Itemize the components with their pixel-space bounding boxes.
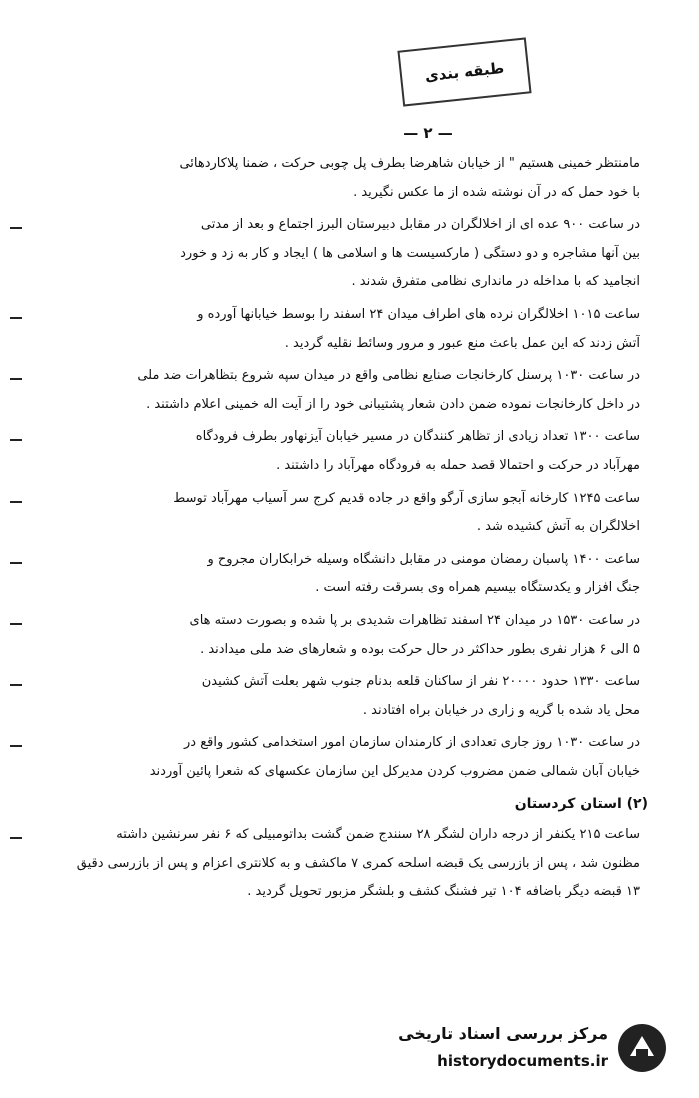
text-line: در ساعت ۱۵۳۰ در میدان ۲۴ اسفند تظاهرات شدیدی بر پا شده و بصورت دسته های <box>189 612 640 628</box>
text-line: ساعت ۲۱۵ یکنفر از درجه داران لشگر ۲۸ سنندج ضمن گشت بداتومبیلی که ۶ نفر سرنشین داشته <box>116 827 640 843</box>
text-line: ساعت ۱۳۰۰ تعداد زیادی از تظاهر کنندگان در مسیر خیابان آیزنهاور بطرف فرودگاه <box>195 429 640 445</box>
paragraph-7 <box>48 546 648 603</box>
paragraph-8 <box>48 607 648 664</box>
text-line: ساعت ۱۲۴۵ کارخانه آبجو سازی آرگو واقع در جاده قدیم کرج سر آسیاب مهرآباد توسط <box>173 490 640 506</box>
text-line: در داخل کارخانجات نموده ضمن دادن شعار پشتیبانی خود را از آیت اله خمینی اعلام داشتند . <box>146 396 640 412</box>
text-line: محل یاد شده با گریه و زاری در خیابان براه افتادند . <box>362 702 640 718</box>
text-line: در ساعت ۱۰۳۰ پرسنل کارخانجات صنایع نظامی واقع در میدان سپه شروع بتظاهرات ضد ملی <box>137 368 640 384</box>
text-line: مهرآباد در حرکت و احتمالا قصد حمله به فرودگاه مهرآباد را داشتند . <box>276 457 640 473</box>
text-line: خیابان آبان شمالی ضمن مضروب کردن مدیرکل این سازمان عکسهای که شعرا پائین آوردند <box>149 763 640 779</box>
text-line: در ساعت ۱۰۳۰ روز جاری تعدادی از کارمندان سازمان امور استخدامی کشور واقع در <box>184 735 640 751</box>
text-line: ساعت ۱۰۱۵ اخلالگران نرده های اطراف میدان ۲۴ اسفند را بوسط خیابانها آورده و <box>197 306 640 322</box>
paragraph-3 <box>48 301 648 358</box>
archive-logo-icon <box>616 1022 668 1074</box>
paragraph-2 <box>48 211 648 297</box>
page-number: — ۲ — <box>403 124 453 142</box>
text-line: ساعت ۱۴۰۰ پاسبان رمضان مومنی در مقابل دانشگاه وسیله خرابکاران مجروح و <box>207 551 640 567</box>
section-paragraph-1 <box>48 821 648 907</box>
text-line: ۱۳ قبضه دیگر باضافه ۱۰۴ تیر فشنگ کشف و بلشگر مزبور تحویل گردید . <box>247 884 640 900</box>
text-line: اخلالگران به آتش کشیده شد . <box>476 519 640 535</box>
stamp-text: طبقه بندی <box>423 58 505 86</box>
text-line: ساعت ۱۳۳۰ حدود ۲۰۰۰۰ نفر از ساکنان قلعه بدنام جنوب شهر بعلت آتش کشیدن <box>201 674 640 690</box>
text-line: مامنتظر خمینی هستیم " از خیابان شاهرضا بطرف پل چوبی حرکت ، ضمنا پلاکاردهائی <box>179 156 640 171</box>
watermark <box>398 1016 674 1086</box>
classification-stamp <box>397 37 531 106</box>
text-line: در ساعت ۹۰۰ عده ای از اخلالگران در مقابل دبیرستان البرز اجتماع و بعد از مدتی <box>200 217 640 233</box>
paragraph-9 <box>48 668 648 725</box>
paragraph-6 <box>48 485 648 542</box>
text-line: بین آنها مشاجره و دو دستگی ( مارکسیست ها و اسلامی ها ) ایجاد و کار به زد و خورد <box>180 245 640 261</box>
text-line: انجامید که با مداخله در مانداری نظامی متفرق شدند . <box>351 274 640 290</box>
watermark-url: historydocuments.ir <box>437 1052 608 1070</box>
text-line: مظنون شد ، پس از بازرسی یک قبضه اسلحه کمری ۷ ماکشف و به کلانتری اعزام و پس از بازرسی دقیق <box>76 855 640 871</box>
section-heading: (۲) استان کردستان <box>514 796 648 813</box>
paragraph-10 <box>48 729 648 786</box>
paragraph-5 <box>48 423 648 480</box>
text-line: آتش زدند که این عمل باعث منع عبور و مرور وسائط نقلیه گردید . <box>284 335 640 351</box>
text-line: جنگ افزار و یکدستگاه بیسیم همراه وی بسرقت رفته است . <box>315 580 640 596</box>
text-line: با خود حمل که در آن نوشته شده از ما عکس نگیرید . <box>353 184 640 200</box>
document-body <box>48 150 648 911</box>
text-line: ۵ الی ۶ هزار نفری بطور حداکثر در حال حرکت بوده و شعارهای ضد ملی میدادند . <box>200 641 640 657</box>
paragraph-1 <box>48 150 648 207</box>
watermark-org-name: مرکز بررسی اسناد تاریخی <box>398 1024 608 1043</box>
paragraph-4 <box>48 362 648 419</box>
